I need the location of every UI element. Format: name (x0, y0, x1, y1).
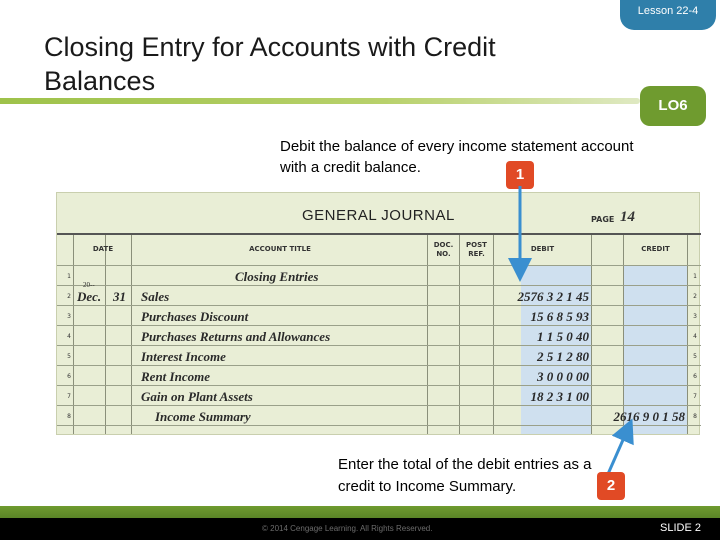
year-marker: 20-- (83, 281, 95, 289)
column-header-account-title: ACCOUNT TITLE (249, 245, 311, 253)
journal-title: GENERAL JOURNAL (302, 207, 455, 224)
page-number: 14 (620, 209, 635, 225)
row-number: 6 (693, 373, 697, 380)
row-number: 1 (693, 273, 697, 280)
account-title: Sales (141, 289, 170, 304)
column-header-debit: DEBIT (530, 245, 555, 253)
debit-amount: 3 0 0 0 00 (537, 369, 589, 384)
footer-band (0, 506, 720, 518)
debit-amount: 1 1 5 0 40 (537, 329, 589, 344)
row-number: 6 (67, 373, 71, 380)
debit-amount: 2 5 1 2 80 (537, 349, 589, 364)
step-1-badge: 1 (506, 161, 534, 189)
row-number: 1 (67, 273, 71, 280)
step-2-badge: 2 (597, 472, 625, 500)
row-rule (57, 265, 701, 266)
row-number: 7 (67, 393, 71, 400)
row-number: 2 (67, 293, 71, 300)
row-number: 5 (67, 353, 71, 360)
column-header-post-ref: POST REF. (466, 241, 487, 258)
slide-number: SLIDE 2 (660, 522, 701, 534)
date-month: Dec. (77, 289, 102, 304)
debit-amount: 15 6 8 5 93 (530, 309, 589, 324)
account-title: Gain on Plant Assets (141, 389, 253, 404)
credit-amount: 2616 9 0 1 58 (613, 409, 685, 424)
row-rule (57, 285, 701, 286)
learning-objective-badge: LO6 (640, 86, 706, 126)
lesson-tab: Lesson 22-4 (620, 0, 716, 30)
debit-amount: 18 2 3 1 00 (530, 389, 589, 404)
account-title: Purchases Discount (141, 309, 249, 324)
row-number: 3 (67, 313, 71, 320)
account-title: Purchases Returns and Allowances (141, 329, 331, 344)
page-label: PAGE (591, 215, 615, 224)
account-title: Income Summary (155, 409, 251, 424)
row-number: 4 (67, 333, 71, 340)
instruction-2: Enter the total of the debit entries as a credit to Income Summary. (338, 456, 592, 495)
header-rule (57, 233, 701, 235)
row-number: 4 (693, 333, 697, 340)
instruction-1: Debit the balance of every income statement account with a credit balance. (280, 138, 634, 176)
account-title: Closing Entries (235, 269, 319, 284)
column-header-credit: CREDIT (641, 245, 670, 253)
row-number: 8 (67, 413, 71, 420)
date-day: 31 (113, 289, 126, 304)
slide-title: Closing Entry for Accounts with Credit Balances (44, 32, 496, 96)
row-number: 8 (693, 413, 697, 420)
copyright-text: © 2014 Cengage Learning. All Rights Reserved. (262, 524, 433, 533)
debit-amount: 2576 3 2 1 45 (517, 289, 589, 304)
row-number: 5 (693, 353, 697, 360)
row-number: 3 (693, 313, 697, 320)
account-title: Rent Income (141, 369, 210, 384)
account-title: Interest Income (141, 349, 226, 364)
column-header-doc-no: DOC. NO. (433, 241, 454, 258)
row-number: 7 (693, 393, 697, 400)
column-header-date: DATE (92, 245, 114, 253)
row-number: 2 (693, 293, 697, 300)
general-journal (56, 192, 700, 435)
title-underline (0, 98, 640, 104)
